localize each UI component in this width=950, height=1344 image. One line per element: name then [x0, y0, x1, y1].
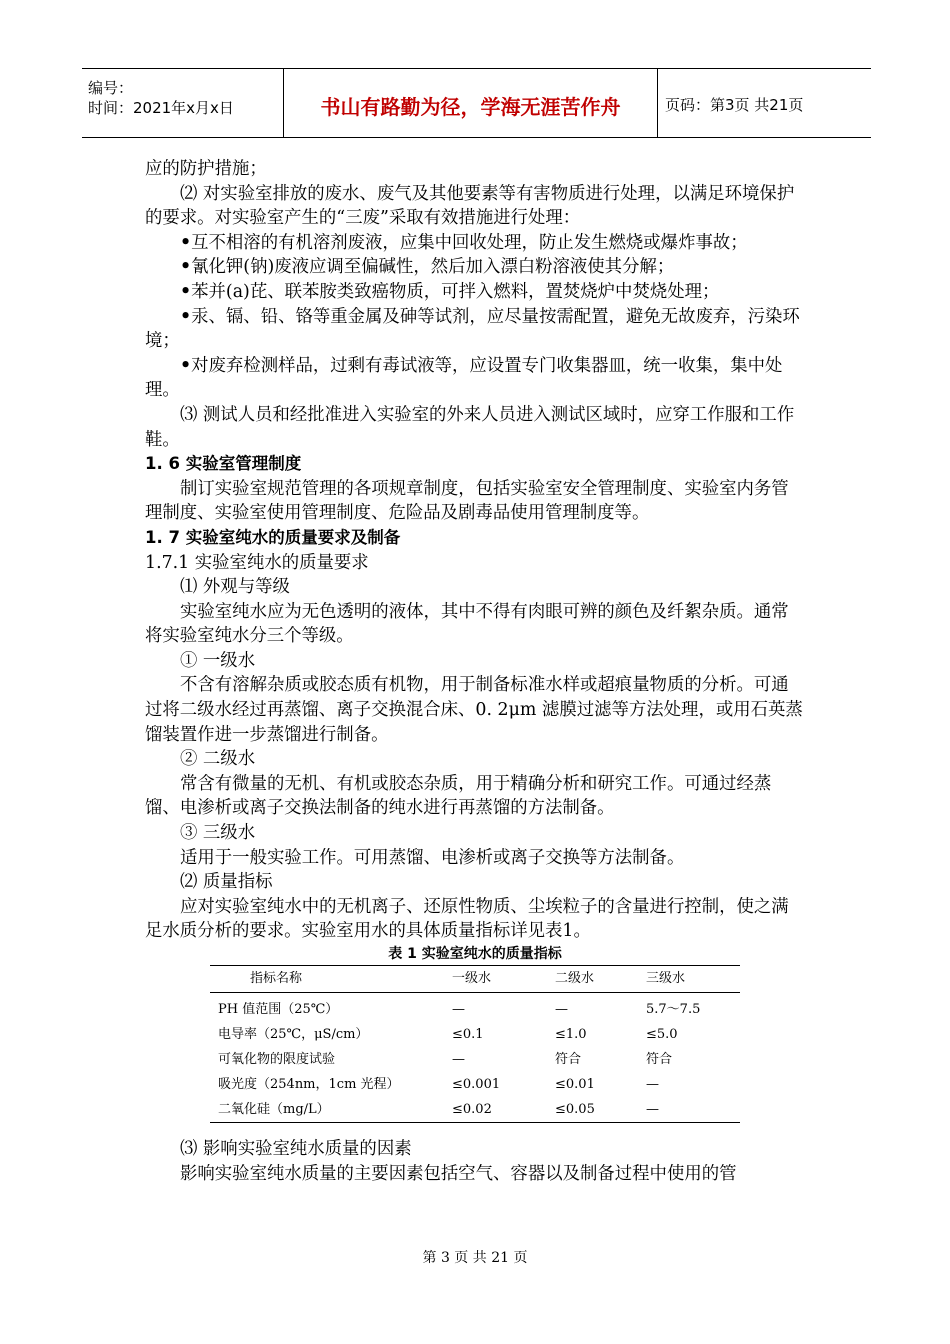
table-header-cell: 三级水: [646, 971, 686, 986]
table-cell: 二氧化硅（mg/L）: [218, 1102, 330, 1117]
header-page-cell: [657, 69, 871, 137]
spacer: [145, 1123, 805, 1137]
table-cell: —: [646, 1077, 659, 1092]
subheading: ⑵ 质量指标: [180, 872, 273, 893]
table-header-cell: 一级水: [452, 971, 492, 986]
grade-heading: ③ 三级水: [180, 823, 256, 844]
table-cell: 5.7～7.5: [646, 1002, 701, 1017]
document-body: [145, 157, 805, 1186]
quality-table: [210, 965, 740, 1123]
bullet-item: [145, 231, 805, 256]
header-meta-cell: [82, 69, 283, 137]
bullet-item: [145, 354, 805, 403]
section-heading: 1. 6 实验室管理制度: [145, 454, 302, 474]
subheading: ⑶ 影响实验室纯水质量的因素: [180, 1139, 412, 1159]
table-row: [210, 1097, 740, 1122]
page-footer: 第 3 页 共 21 页: [422, 1250, 528, 1266]
bullet-icon: •: [180, 257, 192, 278]
bullet-text: 汞、镉、铅、铬等重金属及砷等试剂，应尽量按需配置，避免无故废弃，污染环境；: [145, 306, 800, 352]
paragraph: 常含有微量的无机、有机或胶态杂质，用于精确分析和研究工作。可通过经蒸馏、电渗析或离子交换法制备的纯水进行再蒸馏的方法制备。: [145, 773, 772, 819]
table-cell: —: [555, 1002, 568, 1017]
table-header-cell: 指标名称: [250, 971, 303, 986]
table-cell: ≤5.0: [646, 1027, 678, 1042]
paragraph: 制订实验室规范管理的各项规章制度，包括实验室安全管理制度、实验室内务管理制度、实验室使用管理制度、危险品及剧毒品使用管理制度等。: [145, 478, 789, 524]
paragraph: 应的防护措施；: [145, 159, 267, 179]
grade-heading: ① 一级水: [180, 650, 256, 671]
table-row: [210, 997, 740, 1022]
doc-time-label: 时间：2021年x月x日: [88, 99, 234, 117]
table-cell: ≤0.001: [452, 1077, 501, 1092]
bullet-item: [145, 305, 805, 354]
paragraph: 应对实验室纯水中的无机离子、还原性物质、尘埃粒子的含量进行控制，使之满足水质分析的要求。实验室用水的具体质量指标详见表1。: [145, 896, 789, 942]
bullet-icon: •: [180, 306, 192, 327]
paragraph: 适用于一般实验工作。可用蒸馏、电渗析或离子交换等方法制备。: [180, 847, 685, 868]
table-cell: —: [452, 1052, 465, 1067]
table-cell: 可氧化物的限度试验: [218, 1052, 336, 1067]
section-heading: 1. 7 实验室纯水的质量要求及制备: [145, 527, 401, 547]
table-cell: ≤0.05: [555, 1102, 595, 1117]
table-cell: 电导率（25℃，μS/cm）: [218, 1027, 369, 1042]
table-cell: 符合: [555, 1052, 582, 1067]
page-header: [82, 68, 871, 138]
bullet-text: 苯并(a)芘、联苯胺类致癌物质，可拌入燃料，置焚烧炉中焚烧处理；: [191, 281, 720, 302]
subheading: ⑴ 外观与等级: [180, 577, 290, 598]
table-cell: —: [452, 1002, 465, 1017]
bullet-item: [145, 280, 805, 305]
table-cell: ≤1.0: [555, 1027, 587, 1042]
doc-number-label: 编号：: [88, 79, 134, 97]
table-caption: 表 1 实验室纯水的质量指标: [388, 946, 562, 962]
paragraph: ⑶ 测试人员和经批准进入实验室的外来人员进入测试区域时，应穿工作服和工作鞋。: [145, 404, 795, 450]
bullet-item: [145, 255, 805, 280]
table-cell: —: [646, 1102, 659, 1117]
table-row: [210, 1047, 740, 1072]
table-row: [210, 1022, 740, 1047]
paragraph: 影响实验室纯水质量的主要因素包括空气、容器以及制备过程中使用的管: [180, 1163, 737, 1184]
bullet-text: 氰化钾(钠)废液应调至偏碱性，然后加入漂白粉溶液使其分解；: [191, 257, 675, 278]
table-cell: PH 值范围（25℃）: [218, 1002, 339, 1017]
paragraph: 不含有溶解杂质或胶态质有机物，用于制备标准水样或超痕量物质的分析。可通过将二级水经过再蒸馏、离子交换混合床、0. 2μm 滤膜过滤等方法处理，或用石英蒸馏装置作进一步蒸馏进行制备。: [145, 675, 803, 745]
bullet-text: 对废弃检测样品，过剩有毒试液等，应设置专门收集器皿，统一收集，集中处理。: [145, 355, 783, 401]
table-header-row: [210, 966, 740, 993]
table-header-cell: 二级水: [555, 971, 595, 986]
header-page-info: 页码：第3页 共21页: [665, 96, 804, 114]
bullet-icon: •: [180, 355, 192, 376]
table-row: [210, 1072, 740, 1097]
subsection-heading: 1.7.1 实验室纯水的质量要求: [145, 552, 369, 573]
bullet-icon: •: [180, 281, 192, 302]
table-cell: 吸光度（254nm，1cm 光程）: [218, 1077, 400, 1092]
paragraph: 实验室纯水应为无色透明的液体，其中不得有肉眼可辨的颜色及纤絮杂质。通常将实验室纯水分三个等级。: [145, 601, 789, 647]
table-cell: ≤0.1: [452, 1027, 484, 1042]
table-cell: ≤0.02: [452, 1102, 492, 1117]
header-motto-cell: [283, 69, 658, 137]
bullet-text: 互不相溶的有机溶剂废液，应集中回收处理，防止发生燃烧或爆炸事故；: [191, 232, 748, 253]
table-cell: 符合: [646, 1052, 673, 1067]
grade-heading: ② 二级水: [180, 749, 256, 770]
header-motto: 书山有路勤为径，学海无涯苦作舟: [320, 95, 621, 119]
bullet-icon: •: [180, 232, 192, 253]
paragraph: ⑵ 对实验室排放的废水、废气及其他要素等有害物质进行处理，以满足环境保护的要求。对实验室产生的“三废”采取有效措施进行处理：: [145, 183, 795, 229]
table-cell: ≤0.01: [555, 1077, 595, 1092]
